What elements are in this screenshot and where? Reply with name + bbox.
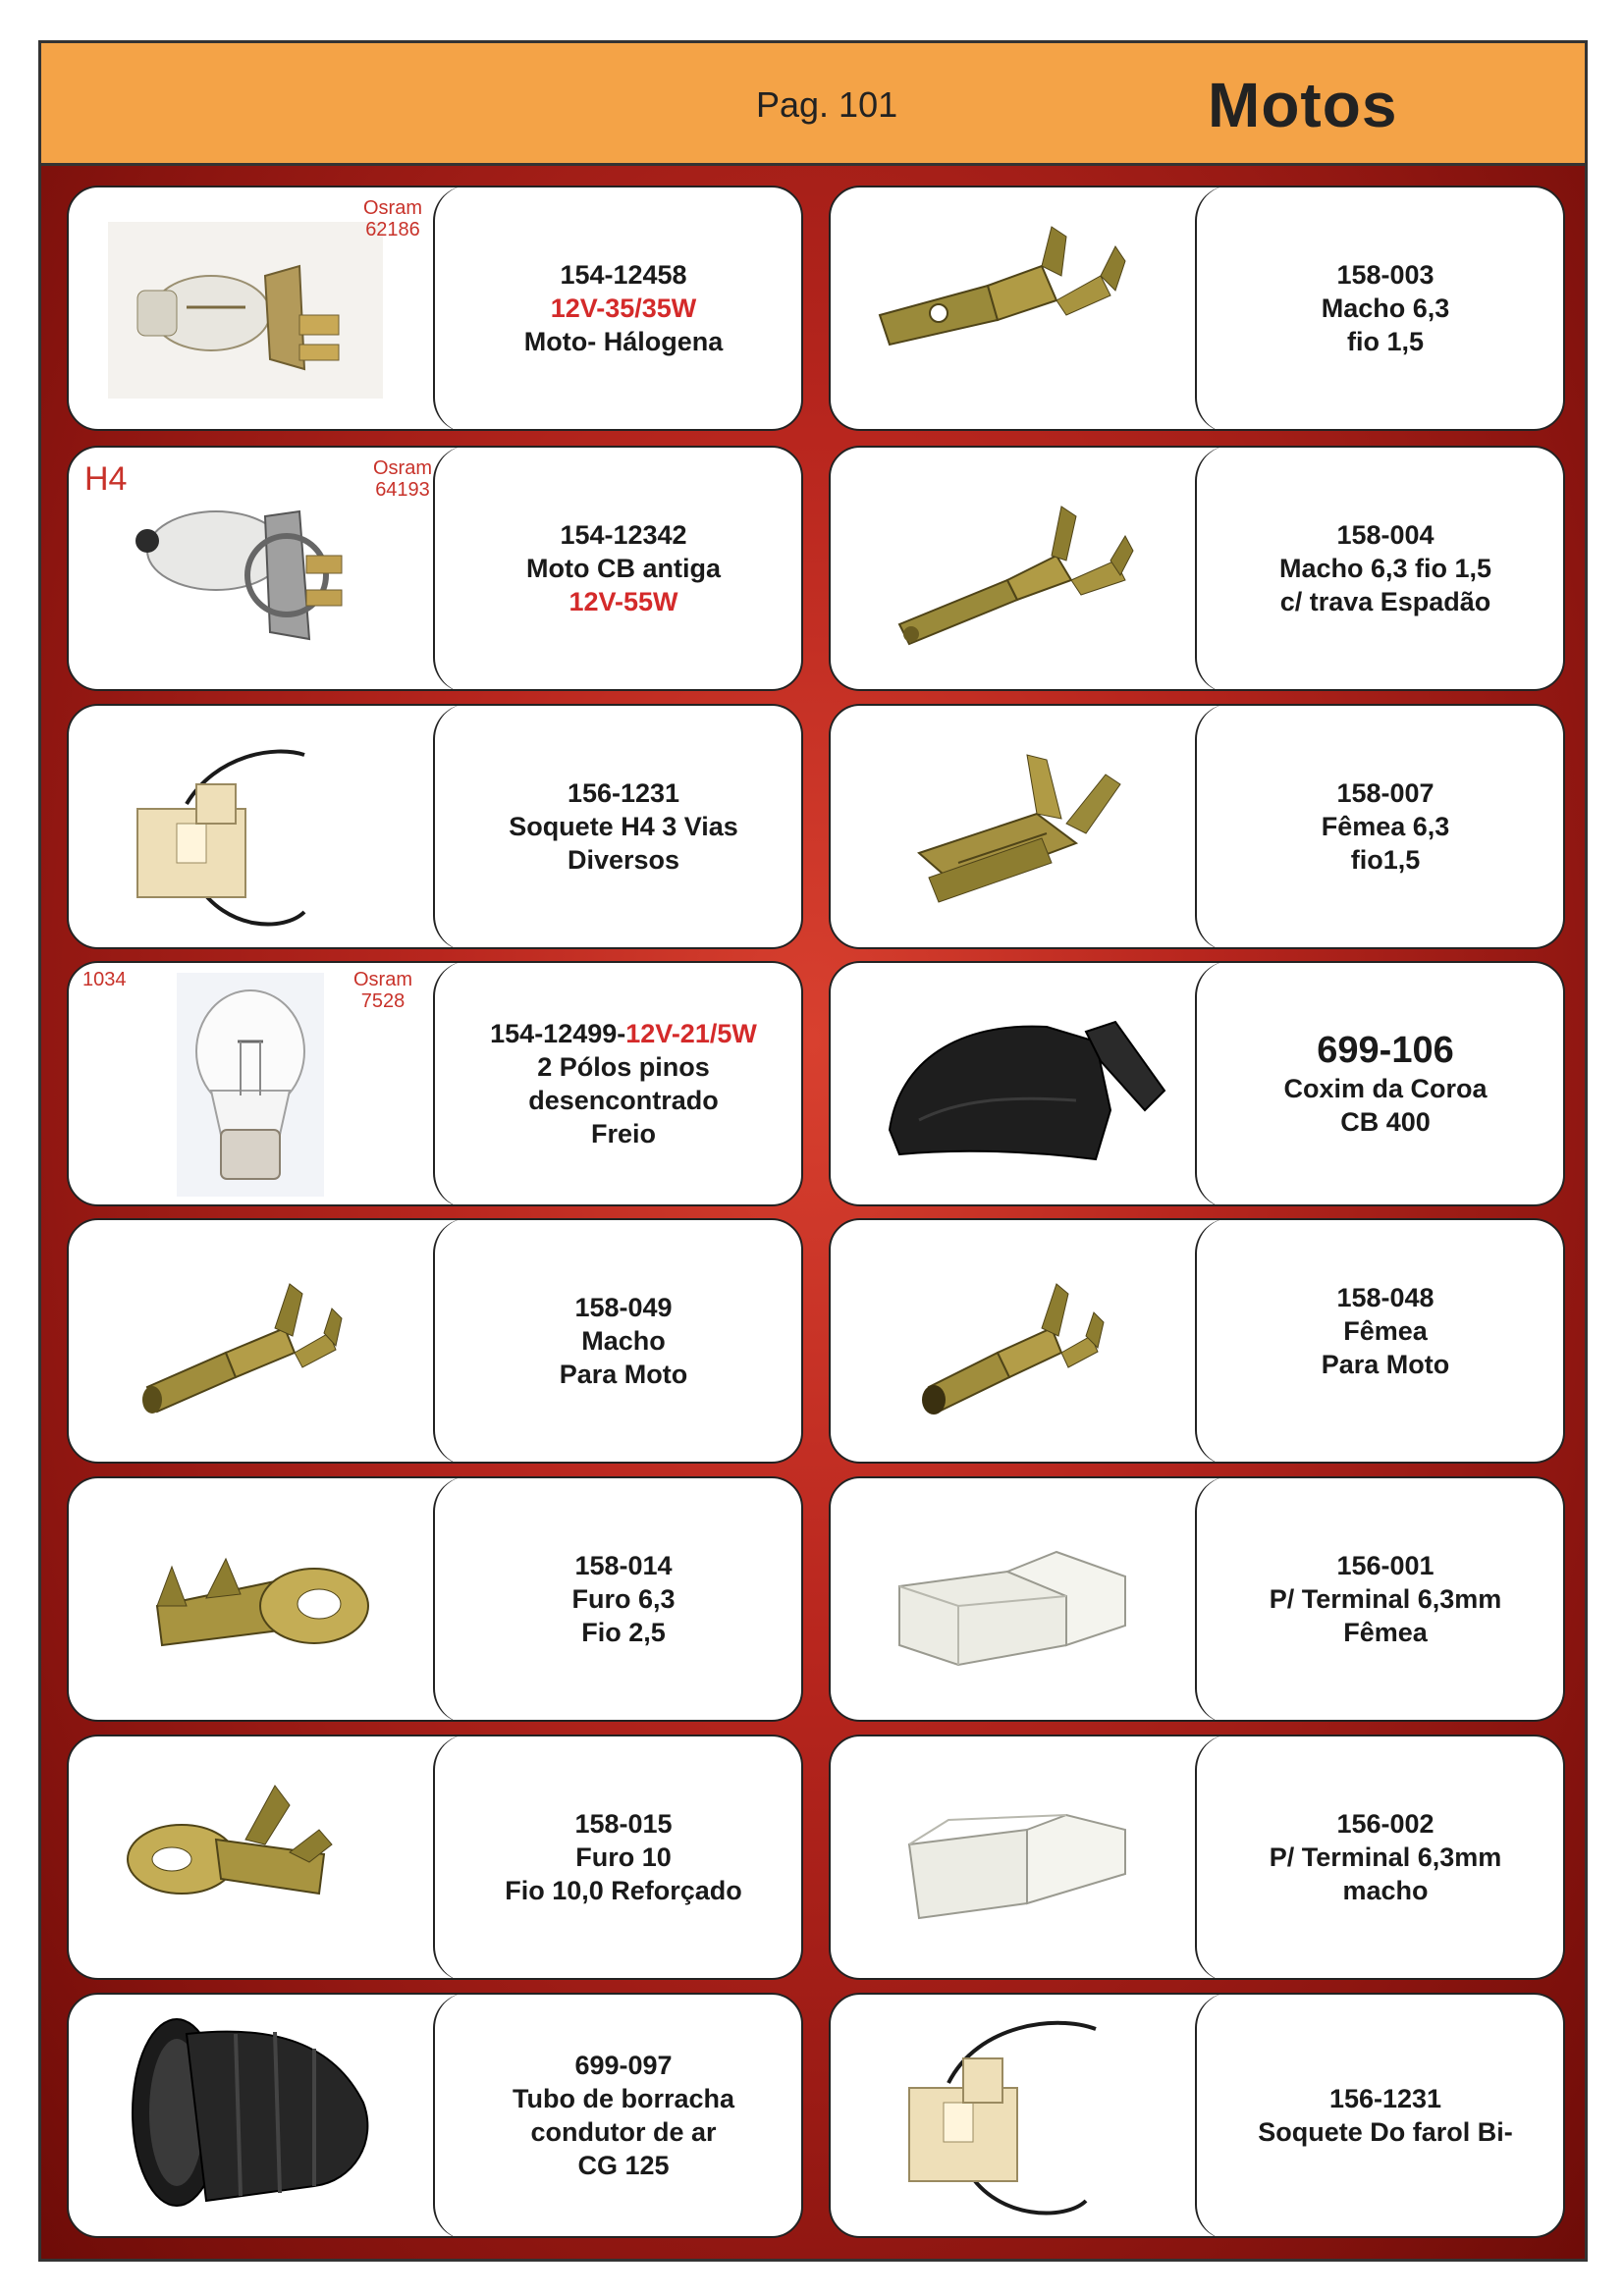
product-spec: P/ Terminal 6,3mm: [1269, 1584, 1502, 1614]
product-desc: condutor de ar: [530, 2117, 717, 2147]
product-desc: macho: [1342, 1876, 1429, 1905]
product-card[interactable]: [829, 1993, 1565, 2238]
bulb-type-tag: 1034: [82, 969, 127, 990]
product-card[interactable]: [67, 1218, 803, 1464]
product-card[interactable]: [829, 961, 1565, 1206]
product-spec: Macho 6,3: [1321, 294, 1450, 323]
product-card[interactable]: [67, 186, 803, 431]
crown-cushion-image: [840, 973, 1190, 1197]
product-code: 154-12499-12V-21/5W: [490, 1019, 757, 1048]
product-spec: Soquete H4 3 Vias: [509, 812, 738, 841]
catalog-page: [38, 40, 1588, 2262]
product-spec: Fêmea 6,3: [1321, 812, 1450, 841]
product-info: [1204, 1220, 1565, 1462]
product-desc: Moto CB antiga: [526, 554, 721, 583]
male-moto-terminal-image: [79, 1230, 428, 1454]
product-info: [1204, 1995, 1565, 2236]
product-info: [442, 1736, 803, 1978]
product-card[interactable]: [67, 1993, 803, 2238]
product-card[interactable]: [829, 1735, 1565, 1980]
male-terminal-image: [840, 197, 1190, 421]
product-card[interactable]: [829, 1218, 1565, 1464]
product-desc: Fêmea: [1343, 1618, 1428, 1647]
product-desc: Fio 2,5: [581, 1618, 666, 1647]
product-code: 699-106: [1317, 1030, 1454, 1071]
product-code: 156-002: [1336, 1809, 1435, 1839]
product-card[interactable]: [829, 446, 1565, 691]
product-desc: desencontrado: [528, 1086, 719, 1115]
product-desc: Para Moto: [559, 1360, 688, 1389]
product-spec: P/ Terminal 6,3mm: [1269, 1842, 1502, 1872]
product-use: Freio: [590, 1119, 656, 1148]
product-info: [442, 1478, 803, 1720]
product-desc: c/ trava Espadão: [1279, 587, 1491, 616]
brand-label: Osram 62186: [363, 197, 422, 240]
product-info: [1204, 1478, 1565, 1720]
product-info: [1204, 963, 1565, 1204]
male-insulator-image: [840, 1746, 1190, 1970]
female-moto-terminal-image: [840, 1230, 1190, 1454]
page-number: Pag. 101: [756, 84, 898, 125]
ring-terminal-10-image: [79, 1746, 428, 1970]
page-header: [41, 43, 1585, 166]
product-info: [1204, 187, 1565, 429]
product-spec: Fêmea: [1343, 1316, 1428, 1346]
product-code: 156-1231: [567, 778, 680, 808]
product-code: 156-001: [1336, 1551, 1435, 1580]
product-card[interactable]: [67, 446, 803, 691]
product-code: 699-097: [574, 2051, 673, 2080]
product-code: 158-015: [574, 1809, 673, 1839]
product-desc: fio 1,5: [1346, 327, 1425, 356]
brand-label: Osram 64193: [373, 457, 432, 501]
product-card[interactable]: [67, 1735, 803, 1980]
product-card[interactable]: [829, 704, 1565, 949]
product-spec: Furo 6,3: [571, 1584, 676, 1614]
product-info: [1204, 706, 1565, 947]
brand-label: Osram 7528: [353, 969, 412, 1012]
product-code: 158-014: [574, 1551, 673, 1580]
product-desc: Moto- Hálogena: [523, 327, 724, 356]
bulb-type-tag: H4: [84, 460, 128, 498]
ring-terminal-6-image: [79, 1488, 428, 1712]
product-spec: 12V-55W: [568, 587, 678, 616]
product-info: [442, 187, 803, 429]
product-code: 154-12342: [560, 520, 687, 550]
female-insulator-image: [840, 1488, 1190, 1712]
product-desc: Diversos: [567, 845, 680, 875]
male-locking-terminal-image: [840, 457, 1190, 681]
product-info: [442, 448, 803, 689]
product-spec: Soquete Do farol Bi-: [1258, 2117, 1513, 2147]
product-card[interactable]: [67, 1476, 803, 1722]
product-desc: Fio 10,0 Reforçado: [505, 1876, 742, 1905]
product-info: [1204, 1736, 1565, 1978]
product-spec: Macho 6,3 fio 1,5: [1278, 554, 1492, 583]
product-spec: Coxim da Coroa: [1283, 1074, 1488, 1103]
product-code: 158-048: [1336, 1283, 1435, 1312]
product-model: CG 125: [577, 2151, 670, 2180]
product-card[interactable]: [67, 961, 803, 1206]
product-spec: Furo 10: [575, 1842, 672, 1872]
product-code: 158-049: [574, 1293, 673, 1322]
h4-socket-image: [79, 716, 428, 939]
section-title: Motos: [1208, 70, 1398, 140]
product-code: 158-004: [1336, 520, 1435, 550]
product-desc: fio1,5: [1350, 845, 1421, 875]
product-spec: 12V-35/35W: [550, 294, 697, 323]
product-info: [442, 1220, 803, 1462]
product-spec: Tubo de borracha: [512, 2084, 735, 2113]
product-desc: CB 400: [1340, 1107, 1431, 1137]
rubber-air-tube-image: [79, 2004, 428, 2228]
female-terminal-image: [840, 716, 1190, 939]
product-code: 158-007: [1336, 778, 1435, 808]
product-spec: Macho: [581, 1326, 666, 1356]
product-info: [442, 963, 803, 1204]
product-card[interactable]: [829, 186, 1565, 431]
product-info: [442, 1995, 803, 2236]
product-code: 158-003: [1336, 260, 1435, 290]
product-info: [1204, 448, 1565, 689]
product-card[interactable]: [829, 1476, 1565, 1722]
product-info: [442, 706, 803, 947]
headlight-socket-image: [840, 2004, 1190, 2228]
product-desc: Para Moto: [1321, 1350, 1450, 1379]
product-card[interactable]: [67, 704, 803, 949]
product-code: 156-1231: [1328, 2084, 1442, 2113]
product-spec: 2 Pólos pinos: [537, 1052, 710, 1082]
product-code: 154-12458: [560, 260, 687, 290]
